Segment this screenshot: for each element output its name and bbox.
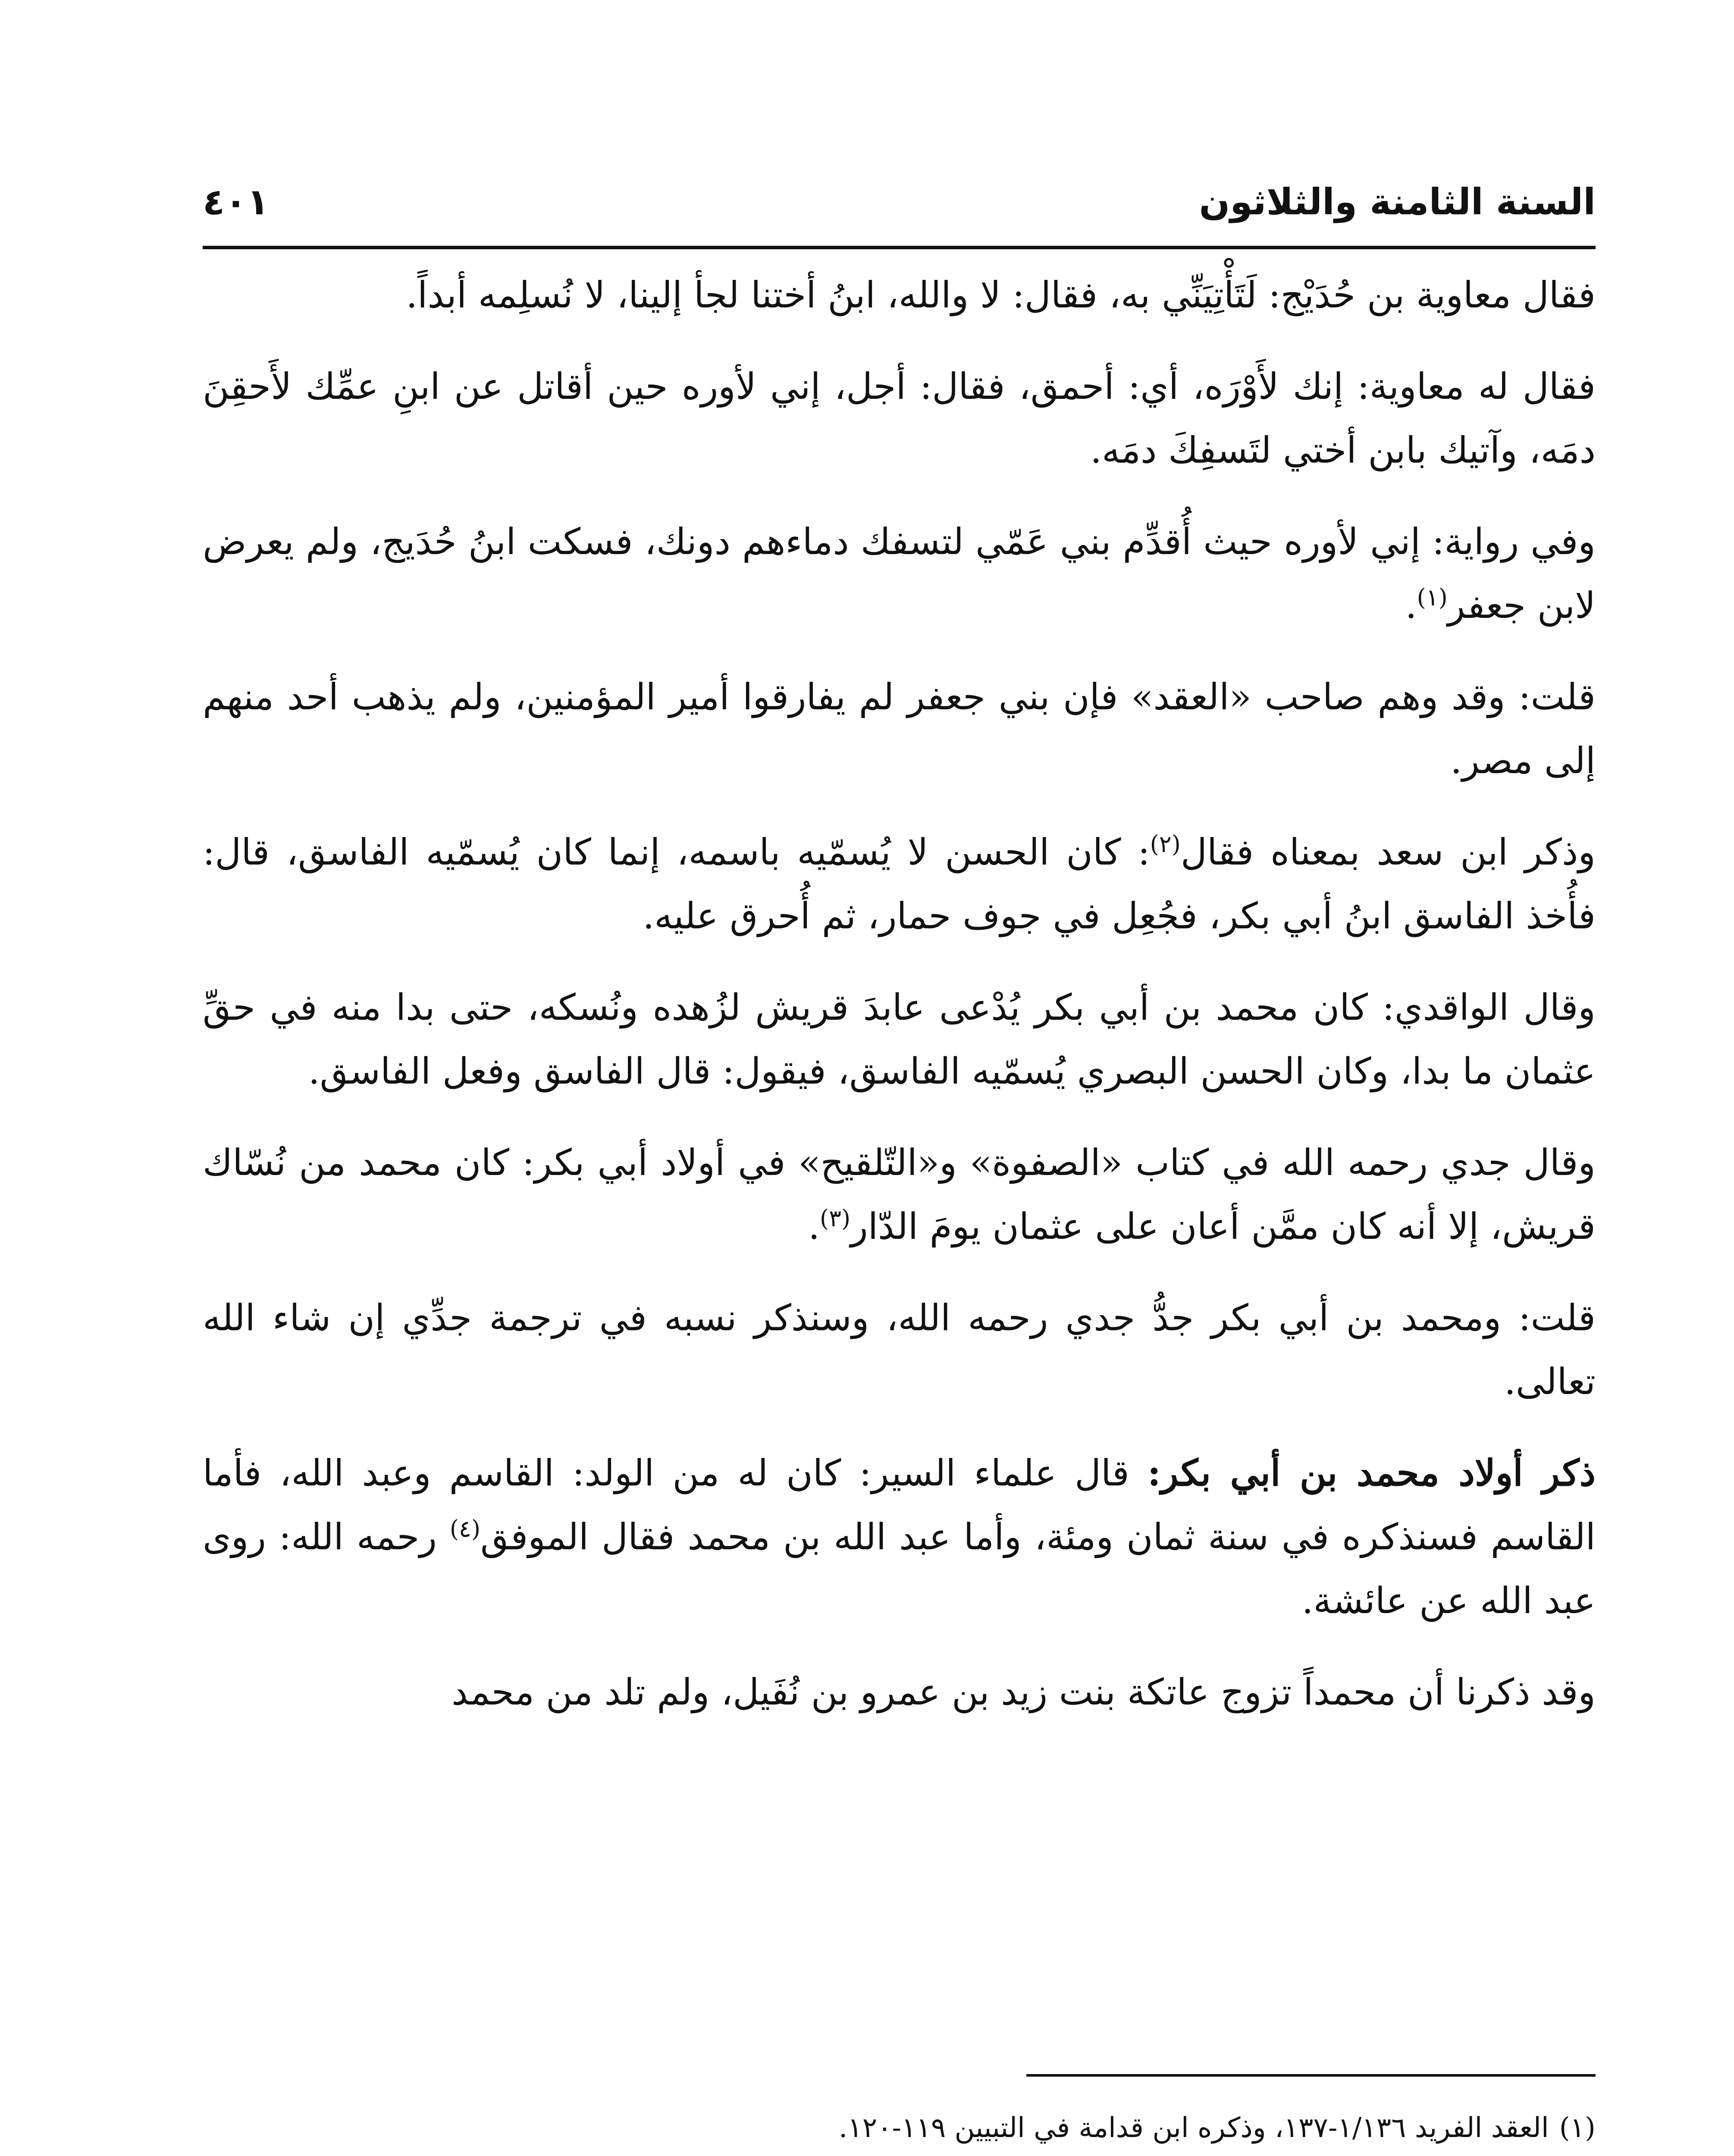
paragraph-5-a: وذكر ابن سعد بمعناه فقال xyxy=(1180,831,1596,873)
footnote-ref-4: (٤) xyxy=(449,1515,481,1542)
paragraph-2: فقال له معاوية: إنك لأَوْرَه، أي: أحمق، فقال: أجل، إني لأوره حين أقاتل عن ابنِ عمِّك لأَحقِنَ دمَه، وآتيك بابن أختي لتَسفِكَ دمَه. xyxy=(203,365,1596,471)
paragraph-8: قلت: ومحمد بن أبي بكر جدُّ جدي رحمه الله، وسنذكر نسبه في ترجمة جدِّي إن شاء الله تعالى. xyxy=(203,1297,1596,1403)
main-text xyxy=(203,263,1596,1752)
paragraph-9-b: رحمه الله: روى عبد الله عن عائشة. xyxy=(203,1516,1596,1622)
paragraph-10: وقد ذكرنا أن محمداً تزوج عاتكة بنت زيد بن عمرو بن نُفَيل، ولم تلد من محمد xyxy=(452,1671,1596,1713)
footnote-rule xyxy=(1026,2074,1596,2077)
footnote-text: العقد الفريد ١/١٣٦-١٣٧، وذكره ابن قدامة في التبيين ١١٩-١٢٠. xyxy=(838,2112,1549,2144)
paragraph-6: وقال الواقدي: كان محمد بن أبي بكر يُدْعى عابدَ قريش لزُهده ونُسكه، حتى بدا منه في حقِّ عثمان ما بدا، وكان الحسن البصري يُسمّيه الفاسق، فيقول: قال الفاسق وفعل الفاسق. xyxy=(203,986,1596,1092)
page-number: ٤٠١ xyxy=(203,181,269,223)
footnote-number: (١) xyxy=(1559,2112,1596,2144)
footnote-ref-3: (٣) xyxy=(819,1205,851,1232)
paragraph-3 xyxy=(203,510,1596,637)
paragraph-1: فقال معاوية بن حُدَيْج: لَتَأْتِيَنِّي به، فقال: لا والله، ابنُ أختنا لجأ إلينا، لا نُسلِمه أبداً. xyxy=(406,274,1596,316)
paragraph-7-text: وقال جدي رحمه الله في كتاب «الصفوة» و«التّلقيح» في أولاد أبي بكر: كان محمد من نُسّاك قريش، إلا أنه كان ممَّن أعان على عثمان يومَ الدّار xyxy=(203,1141,1596,1247)
footnote-1 xyxy=(203,2104,1596,2152)
footnote-ref-1: (١) xyxy=(1417,584,1448,611)
paragraph-7-end: . xyxy=(808,1205,820,1247)
paragraph-4: قلت: وقد وهم صاحب «العقد» فإن بني جعفر لم يفارقوا أمير المؤمنين، ولم يذهب أحد منهم إلى مصر. xyxy=(203,676,1596,782)
paragraph-5-b: : كان الحسن لا يُسمّيه باسمه، إنما كان يُسمّيه الفاسق، قال: فأُخذ الفاسق ابنُ أبي بكر، فجُعِل في جوف حمار، ثم أُحرق عليه. xyxy=(203,831,1596,937)
running-title: السنة الثامنة والثلاثون xyxy=(1199,181,1596,223)
page-header xyxy=(203,155,1596,229)
paragraph-3-text: وفي رواية: إني لأوره حيث أُقدِّم بني عَمّي لتسفك دماءهم دونك، فسكت ابنُ حُدَيج، ولم يعرض لابن جعفر xyxy=(203,520,1596,627)
footnotes xyxy=(203,2104,1596,2156)
section-heading: ذكر أولاد محمد بن أبي بكر: xyxy=(1147,1451,1596,1494)
paragraph-5 xyxy=(203,820,1596,948)
footnote-ref-2: (٢) xyxy=(1150,830,1181,858)
header-rule xyxy=(203,246,1596,249)
paragraph-7 xyxy=(203,1131,1596,1258)
paragraph-9-a: قال علماء السير: كان له من الولد: القاسم وعبد الله، فأما القاسم فسنذكره في سنة ثمان ومئة، وأما عبد الله بن محمد فقال الموفق xyxy=(203,1452,1596,1558)
paragraph-3-end: . xyxy=(1405,584,1417,627)
paragraph-9 xyxy=(203,1441,1596,1633)
